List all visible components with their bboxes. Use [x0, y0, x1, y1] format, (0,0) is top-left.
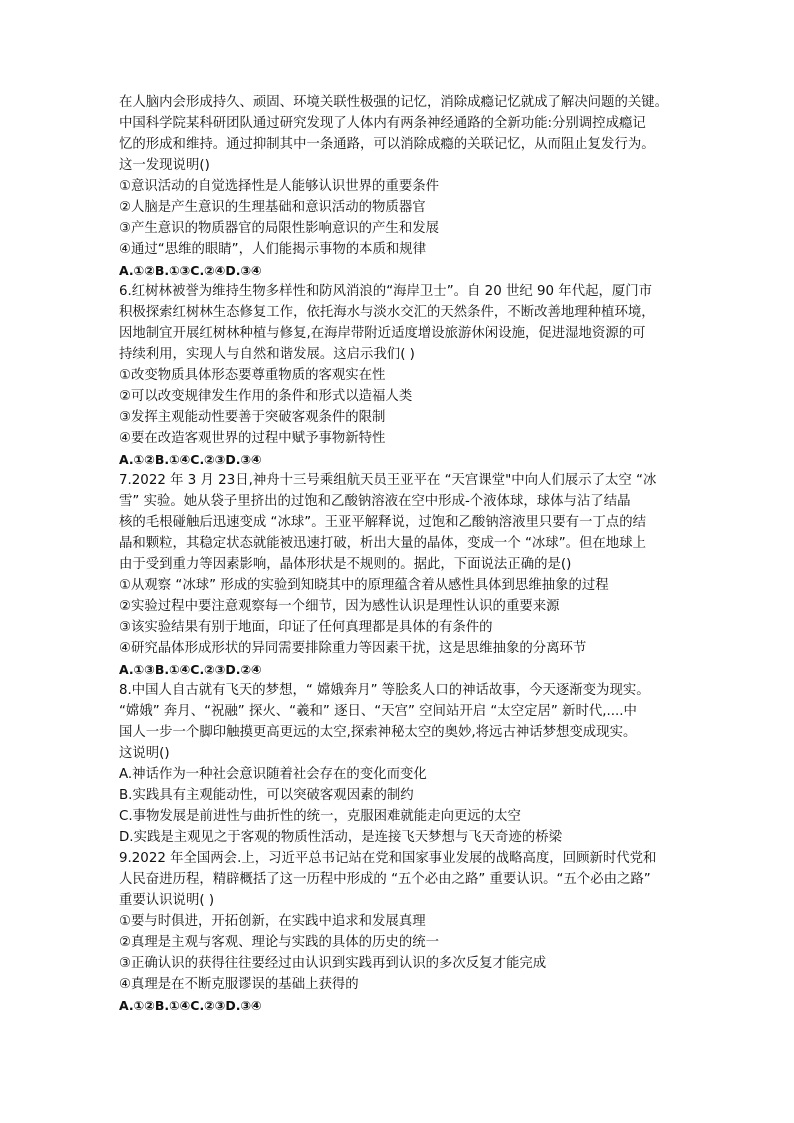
- question-text-line: 持续利用，实现人与自然和谐发展。这启示我们( ): [119, 347, 415, 362]
- option-3: ③发挥主观能动性要善于突破客观条件的限制: [119, 410, 386, 425]
- question-text-line: “嫦娥” 奔月、“祝融” 探火、“羲和” 逐日、“天宫” 空间站开启 “太空定居” 新时代,....中: [119, 704, 637, 719]
- option-1: ①要与时俱进，开拓创新，在实践中追求和发展真理: [119, 914, 426, 929]
- option-3: ③该实验结果有别于地面，印证了任何真理都是具体的有条件的: [119, 620, 493, 635]
- option-4: ④通过“思维的眼睛”，人们能揭示事物的本质和规律: [119, 242, 427, 257]
- question-text-line: 雪” 实验。她从袋子里挤出的过饱和乙酸钠溶液在空中形成-个液体球，球体与沾了结晶: [119, 494, 631, 509]
- question-text-line: 国人一步一个脚印触摸更高更远的太空,探索神秘太空的奥妙,将远古神话梦想变成现实。: [119, 725, 637, 740]
- option-a: A.神话作为一种社会意识随着社会存在的变化而变化: [119, 767, 427, 782]
- question-text-line: 重要认识说明( ): [119, 893, 215, 908]
- option-1: ①改变物质具体形态要尊重物质的客观实在性: [119, 368, 386, 383]
- document-page: [119, 92, 689, 1016]
- question-text-line: 积极探索红树林生态修复工作，依托海水与淡水交汇的天然条件，不断改善地理种植环境，: [119, 305, 655, 320]
- question-text-line: 由于受到重力等因素影响，晶体形状是不规则的。据此，下面说法正确的是(): [119, 557, 572, 572]
- option-2: ②可以改变规律发生作用的条件和形式以造福人类: [119, 389, 413, 404]
- question-text-line: 忆的形成和维持。通过抑制其中一条通路，可以消除成瘾的关联记忆，从而阻止复发行为。: [119, 137, 655, 152]
- option-4: ④真理是在不断克服谬误的基础上获得的: [119, 977, 359, 992]
- question-text-line: 人民奋进历程，精辟概括了这一历程中形成的 “五个必由之路” 重要认识。“五个必由之路”: [119, 872, 651, 887]
- question-text-line: 7.2022 年 3 月 23日,神舟十三号乘组航天员王亚平在 “天宫课堂"中向人们展示了太空 “冰: [119, 473, 657, 488]
- option-3: ③正确认识的获得往往要经过由认识到实践再到认识的多次反复才能完成: [119, 956, 547, 971]
- option-d: D.实践是主观见之于客观的物质性活动，是连接飞天梦想与飞天奇迹的桥梁: [119, 830, 563, 845]
- question-8: [119, 680, 689, 848]
- question-text-line: 这一发现说明(): [119, 158, 210, 173]
- question-9: [119, 848, 689, 1016]
- answer-choices: A.①②B.①③C.②④D.③④: [119, 263, 262, 278]
- option-3: ③产生意识的物质器官的局限性影响意识的产生和发展: [119, 221, 439, 236]
- question-text-line: 在人脑内会形成持久、顽固、环境关联性极强的记忆，消除成瘾记忆就成了解决问题的关键。: [119, 95, 669, 110]
- option-c: C.事物发展是前进性与曲折性的统一，克服困难就能走向更远的太空: [119, 809, 521, 824]
- question-text-line: 9.2022 年全国两会.上，习近平总书记站在党和国家事业发展的战略高度，回顾新时代党和: [119, 851, 657, 866]
- question-text-line: 因地制宜开展红树林种植与修复,在海岸带附近适度增设旅游休闲设施，促进湿地资源的可: [119, 326, 646, 341]
- question-text-line: 这说明(): [119, 746, 170, 761]
- answer-choices: A.①②B.①④C.②③D.③④: [119, 998, 262, 1013]
- answer-choices: A.①②B.①④C.②③D.③④: [119, 452, 262, 467]
- question-6: [119, 281, 689, 470]
- answer-choices: A.①③B.①④C.②③D.②④: [119, 662, 262, 677]
- question-5-continuation: [119, 92, 689, 281]
- question-text-line: 晶和颗粒，其稳定状态就能被迅速打破，析出大量的晶体，变成一个 “冰球”。但在地球上: [119, 536, 646, 551]
- option-4: ④研究晶体形成形状的异同需要排除重力等因素干扰，这是思维抽象的分离环节: [119, 641, 587, 656]
- question-7: [119, 470, 689, 680]
- option-4: ④要在改造客观世界的过程中赋予事物新特性: [119, 431, 386, 446]
- question-text-line: 8.中国人自古就有飞天的梦想，“ 嫦娥奔月” 等脍炙人口的神话故事，今天逐渐变为现实。: [119, 683, 650, 698]
- question-text-line: 核的毛根碰触后迅速变成 “冰球”。王亚平解释说，过饱和乙酸钠溶液里只要有一丁点的结: [119, 515, 646, 530]
- option-2: ②实验过程中要注意观察每一个细节，因为感性认识是理性认识的重要来源: [119, 599, 560, 614]
- question-text-line: 中国科学院某科研团队通过研究发现了人体内有两条神经通路的全新功能:分别调控成瘾记: [119, 116, 646, 131]
- option-1: ①从观察 “冰球” 形成的实验到知晓其中的原理蕴含着从感性具体到思维抽象的过程: [119, 578, 609, 593]
- question-text-line: 6.红树林被誉为维持生物多样性和防风消浪的“海岸卫士”。自 20 世纪 90 年代起，厦门市: [119, 284, 653, 299]
- option-b: B.实践具有主观能动性，可以突破客观因素的制约: [119, 788, 414, 803]
- option-1: ①意识活动的自觉选择性是人能够认识世界的重要条件: [119, 179, 439, 194]
- option-2: ②人脑是产生意识的生理基础和意识活动的物质器官: [119, 200, 426, 215]
- option-2: ②真理是主观与客观、理论与实践的具体的历史的统一: [119, 935, 439, 950]
